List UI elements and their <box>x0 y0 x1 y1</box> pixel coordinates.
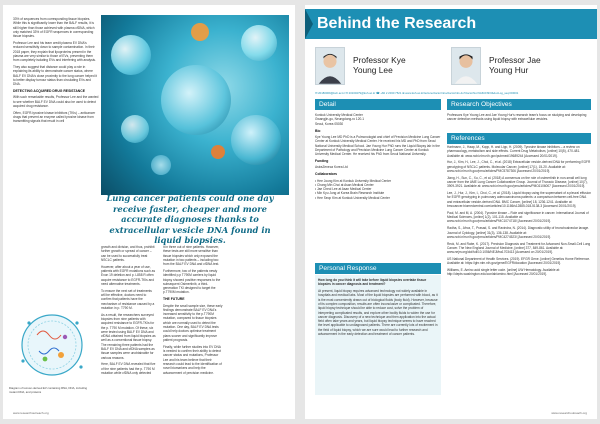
page-title: Behind the Research <box>317 15 477 32</box>
left-column-3 <box>163 245 223 377</box>
footer-url: www.researchoutreach.org <box>13 411 49 415</box>
title-arrow-icon <box>305 9 313 39</box>
section-heading-research-objectives: Research Objectives <box>447 99 591 110</box>
reference-item: Lee, J., Hur, J., Kim, I., Choi, C., et al. (2018). Liquid biopsy using the supernatant of a pleural effusion for EGFR genotyping in pulmonary adenocarcinoma patients: a comparison between cell-free DNA and extracellular vesicle-derived DNA. BMC Cancer, [online] 18, 1236-1241. Available at: bmccancer.biomedcentral.com/articles/10.1186/s12885-018-5138-3 [Accessed 20/01/2019]. <box>447 191 591 209</box>
pull-quote: Lung cancer patients could one day receive faster, cheaper and more accurate diagnoses thanks to extracellular vesicle DNA found in liquid biopsies. <box>106 193 274 245</box>
address-line: Gwangjin-gu, Neungdong-ro 120-1 <box>315 117 365 122</box>
reference-item: Jiang, H., Sun, C., Xu, C., et al. (2018) A consensus on the role of osimertinib in non-small cell lung cancer from the AME Lung Cancer Collaborative Group. Journal of Thoracic Disease, [online] 10(7), 3909-3921. Available at: www.ncbi.nlm.nih.gov/pmc/articles/PMC6106007 [Accessed 20/01/2019]. <box>447 175 588 189</box>
reference-item: Radha, S., Afroz, T., Prasad, S. and Ravindra, N. (2014). Diagnostic utility of bronchoalveolar lavage. Journal of Cytology, [online] 31(3), 136-138. Available at: www.ncbi.nlm.nih.gov/pmc/articles/PMC4274523/ [Accessed 20/01/2019]. <box>447 226 590 239</box>
funding-text: AstraZeneca Korea Ltd <box>315 165 348 170</box>
paragraph: To ensure the next set of treatments will be effective, doctors need to confirm that patients have the mechanism of resistance caused by a mutation in p. T790 M. <box>101 288 155 310</box>
paragraph: Often, EGFR-tyrosine kinase inhibitors (TKIs) – anticancer drugs that prevent an enzyme called tyrosine kinase from transmitting signals that result in cell <box>13 110 96 124</box>
extracellular-vesicle-illustration <box>101 15 289 195</box>
left-column-1 <box>13 17 99 126</box>
avatar <box>315 47 345 85</box>
paragraph: With such remarkable results, Professor Lee and the wanted to see whether BALF EV DNA could also be used to detect acquired drug resistance. <box>13 95 99 108</box>
address-line: Seoul, Korea 05030 <box>315 121 344 126</box>
professor-name: Professor Jae Young Hur <box>489 55 541 75</box>
collaborator-item: • Jae Cheol Lee at Asan Medical Center <box>315 187 372 192</box>
personal-question: How long do you think it will take before liquid biopsies overtake tissue biopsies in cancer diagnosis and treatment? <box>318 278 427 287</box>
section-heading: DETECTING ACQUIRED DRUG RESISTANCE <box>13 88 85 93</box>
collaborator-item: • Min Kyu Jung at Korea Brain Research Institute <box>315 191 385 196</box>
paragraph: 33% of sequences from corresponding tissue biopsies. While this is significantly lower than the BALF results, it is still higher than those achieved with plasma cfDNA, which only matched 33% of EGFR sequences in corresponding tissue biopsies. <box>13 17 95 39</box>
profile-jae-young-hur <box>451 47 591 87</box>
collaborators-heading: Collaborators <box>315 172 338 177</box>
section-heading-references: References <box>447 133 591 144</box>
address-line: Konkuk University Medical Center <box>315 113 363 117</box>
section-heading-personal-response: Personal Response <box>315 263 441 274</box>
avatar <box>451 47 481 85</box>
reference-item: US National Department of Health Services. (2019). EFGR Gene. [online] Genetics Home Reference. Available at: https://ghr.nlm.nih.gov/gene/EGFR#location [Accessed 20/01/2019]. <box>447 257 590 266</box>
paragraph: Professor Lee and his team credit plasma EV DNA's reduced sensitivity down to sample contamination. In their 2018 paper, they explain that lipoproteins present in the plasma are very similar to those of EVs, preventing them from completely isolating EVs and interfering with analysis. <box>13 40 96 63</box>
detail-body <box>315 113 441 200</box>
paragraph: it in three out of nine patients. However, these tests are still more sensitive than tissue biopsies which only exposed the mutation in two patients – including two from the BALF EV DNA and cfDNA test. <box>163 245 220 267</box>
footer-url: www.researchoutreach.org <box>551 411 587 415</box>
right-page <box>305 5 597 419</box>
page-title-bar <box>305 9 597 39</box>
paragraph: Finally, while further studies into EV DNA is needed to confirm their ability to detect cancer status and mutations, Professor Lee and his team believe that their research could lead to the identification of novel biomarkers and help the advancement of precision medicine. <box>163 344 222 375</box>
reference-item: Hartmann, J., Haap, M., Kopp, H. and Lipp, H. (2009). Tyrosine kinase inhibitors – a review on pharmacology, metabolism and side effects. Current Drug Metabolism, [online] 10(5), 470-481. Available at: www.ncbi.nlm.nih.gov/pubmed/19689244 [Accessed 20/01/2019]. <box>447 145 581 158</box>
left-column-2 <box>101 245 157 378</box>
bio-heading: Bio <box>315 128 321 133</box>
section-heading: THE FUTURE <box>163 297 185 302</box>
reference-item: Hur, J., Kim, H., Lee, J., Choi, C., et al. (2018) Extracellular vesicle-derived DNA for performing EGFR genotyping of NSCLC patients. Molecular Cancer, [online] 17(1), 15-20. Available at: www.ncbi.nlm.nih.gov/pmc/articles/PMC5787306 [Accessed 20/01/2019]. <box>447 160 591 173</box>
paragraph: They also suggest that distance could play a role in explaining its ability to demonstrate cancer status, where BALF EV DNA's close proximity to the lung cancer helped it to better display tumour status than circulating EVs and DNA. <box>13 64 98 87</box>
paragraph: As a result, the researchers surveyed biopsies from nine patients with acquired resistance to EGFR-TKIs for the p. T790 M mutation. Of these, six were tested using BALF EV DNA and cfDNA obtained from liquid biopsies as well as a conventional tissue biopsy. The remaining three patients had the BALF EV DNA and cfDNA samples as tissue samples were unobtainable for various reasons. <box>101 312 156 360</box>
paragraph: Furthermore, two of the patients newly identified p.p T790M carriers by liquid biopsy showed positive responses to the subsequent Osimertinib, a third-generation TKI designed to target the p.T790M mutation. <box>163 268 221 295</box>
research-objectives-body: Professors Kye Young Lee and Jae Young Hur's research team's focus on studying and developing cancer detection methods using liquid biopsy with extracellular vesicles. <box>447 113 587 122</box>
extracellular-vesicle-diagram <box>9 305 95 385</box>
personal-response-body <box>315 275 441 395</box>
bio-text: Kye Young Lee MD PhD is a Pulmonologist and chief of Precision Medicine Lung Cancer Center at Konkuk University Medical Center. He received his MD and PhD from Seoul National University Medical School. Jae Young Hur PhD runs the Liquid Biopsy lab in the Department of Pathology and Precision Medicine Lung Cancer Center at Konkuk University Medical Center. He received his PhD from Seoul National University. <box>315 135 441 157</box>
paragraph: growth and division, and thus, prohibit further growth or spread of cancer – can be used to successfully treat NSCLC patients. <box>101 245 155 262</box>
funding-heading: Funding <box>315 159 329 164</box>
reference-item: Reck, M. and Rabe, K. (2017). Precision Diagnosis and Treatment for Advanced Non-Small-Cell Lung Cancer. The New England Journal of Medicine, [online] 377, 849-861. Available at: www.nejm.org/doi/full/10.1056/NEJMra1703413 [Accessed on 20/01/2019]. <box>447 241 591 255</box>
diagram-caption: Diagram of tumour-derived EV containing RNA, DNA, including mutant DNA, and proteins <box>9 386 88 394</box>
collaborator-item: • Hee Joung Kim at Konkuk University Medical Center <box>315 178 392 183</box>
section-heading-detail: Detail <box>315 99 441 110</box>
profile-kye-young-lee <box>315 47 445 87</box>
collaborator-item: • Chang Min Choi at Asan Medical Center <box>315 182 374 187</box>
paragraph: Despite the small sample size, these early findings demonstrate BALF EV DNA's increased sensitivity to the p.T790M mutation, compared to tissue biopsies which are normally used to detect the mutation. One day, BALF EV DNA tests could help doctors optimise treatment plans sooner and significantly improve patient prognosis. <box>163 303 223 342</box>
references-body <box>447 145 591 279</box>
paragraph: However, after about a year of use, patients with EGFR mutations such as Exon 19 deletion and p. L858 R often acquire resistance to EGFR-TKIs and need alternative treatments. <box>101 264 156 286</box>
reference-item: Williams, E. Amino acid single letter code. [online] UW Hematology. Available at: http://depts.washington.edu/conlab/amino.html [Accessed 20/01/2019]. <box>447 268 560 277</box>
contact-line[interactable]: ✉ 20180009@kuh.ac.kr ✉ 20160479@kuh.ac.kr ☎ +82 2 2030 7521 ⊕ www.kuh.ac.kr/lecture/doctorIntro/doctorInfo.do?doctorNo=9A6CF6F0&docLog_seq=00001 <box>315 91 519 95</box>
left-page <box>3 5 295 419</box>
paragraph: Here, BALF EV DNA revealed that five of the nine patients had the p. T790 M mutation while cfDNA only detected <box>101 362 156 376</box>
professor-name: Professor Kye Young Lee <box>353 55 406 75</box>
collaborator-item: • Hee Seop Kim at Konkuk University Medical Center <box>315 195 390 200</box>
personal-answer: At present, liquid biopsy requires advanced technology not widely available in hospitals and medical labs. Most of the liquid biopsies are performed with blood, as it is the most conveniently drawn out of biological fluids (body fluid). However, because of its complex composition, results are often inconclusive or complicated. Therefore, liquid biopsy technique should be able to reduce cost, solve the problem of interpreting complicated results, and explore other bodily fluids to widen the use for cancer diagnosis. Discovery of a new technique and then application into the actual field often take years and years, but liquid biopsy technique seems to have reached the level applicable to undiagnosed patients. There are currently lots of excitement in the field of liquid biopsy, which we are sure would lead to further research and advancement in the early detection and treatment of cancer patients. <box>318 289 438 337</box>
reference-item: Paul, M. and M, A. (2004). Tyrosine kinase – Role and significance in cancer. International Journal of Medical Sciences, [online] 1(2), 101-115. Available at: www.ncbi.nlm.nih.gov/pmc/articles/PMC1074718/ [Accessed 20/01/2019]. <box>447 210 589 224</box>
